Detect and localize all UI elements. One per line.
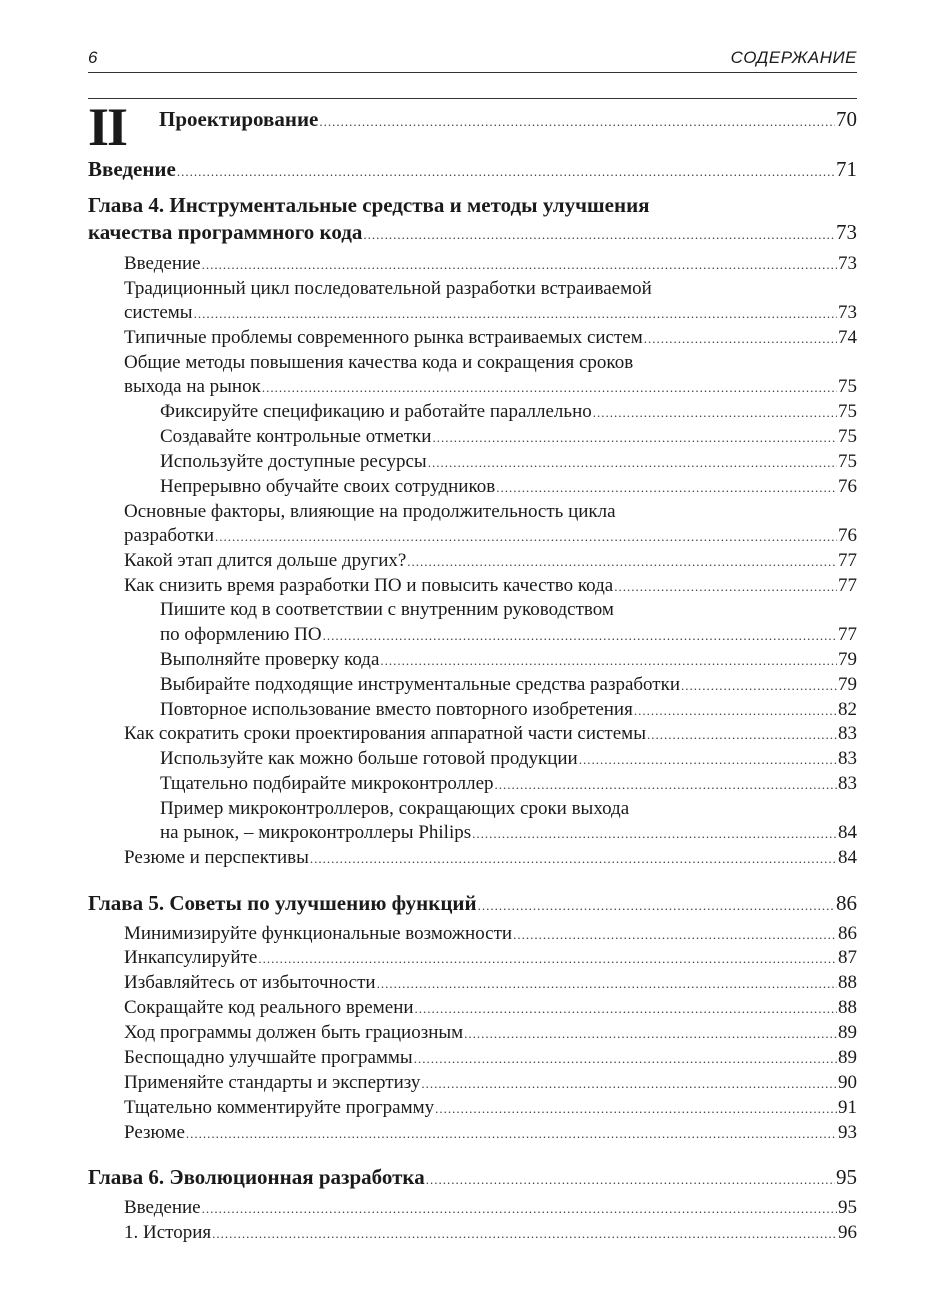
leader-dots — [380, 649, 837, 673]
toc-entry-title: Типичные проблемы современного рынка встраиваемых систем — [124, 327, 643, 348]
toc-entry-title-line1[interactable]: Основные факторы, влияющие на продолжительность цикла — [124, 501, 616, 522]
toc-entry-title-line1[interactable]: Общие методы повышения качества кода и сокращения сроков — [124, 352, 634, 373]
toc-entry-title: на рынок, – микроконтроллеры Philips — [160, 822, 472, 843]
toc-entry-chapter-6[interactable] — [88, 1164, 857, 1193]
toc-entry-title: выхода на рынок — [124, 376, 261, 397]
leader-dots — [194, 302, 837, 326]
toc-entry-title-line1[interactable]: Традиционный цикл последовательной разработки встраиваемой — [124, 278, 652, 299]
toc-entry-page: 73 — [838, 302, 857, 323]
part-rule — [88, 98, 857, 99]
toc-entry-page: 95 — [836, 1165, 857, 1189]
leader-dots — [186, 1122, 837, 1146]
toc-entry[interactable] — [124, 375, 857, 400]
toc-entry[interactable] — [124, 722, 857, 747]
toc-entry-page: 89 — [838, 1022, 857, 1043]
toc-entry-title: системы — [124, 302, 193, 323]
toc-entry-title-line1[interactable]: Глава 4. Инструментальные средства и методы улучшения — [88, 193, 650, 217]
toc-entry-page: 87 — [838, 947, 857, 968]
toc-entry[interactable] — [160, 772, 857, 797]
leader-dots — [495, 773, 837, 797]
toc-entry[interactable] — [160, 400, 857, 425]
toc-entry-page: 82 — [838, 699, 857, 720]
toc-entry[interactable] — [160, 648, 857, 673]
toc-entry-page: 91 — [838, 1097, 857, 1118]
toc-entry[interactable] — [160, 623, 857, 648]
toc-entry-page: 83 — [838, 773, 857, 794]
toc-entry-title-line1[interactable]: Пример микроконтроллеров, сокращающих сроки выхода — [160, 798, 630, 819]
toc-entry-title: Введение — [124, 1197, 201, 1218]
toc-entry-title: Используйте как можно больше готовой продукции — [160, 748, 578, 769]
toc-entry[interactable] — [124, 1021, 857, 1046]
toc-entry-page: 89 — [838, 1047, 857, 1068]
leader-dots — [472, 822, 837, 846]
leader-dots — [579, 748, 837, 772]
toc-entry-page: 73 — [838, 253, 857, 274]
leader-dots — [177, 159, 835, 185]
toc-entry-title: Беспощадно улучшайте программы — [124, 1047, 413, 1068]
leader-dots — [258, 947, 837, 971]
toc-entry-title: Фиксируйте спецификацию и работайте параллельно — [160, 401, 592, 422]
toc-entry-title: разработки — [124, 525, 214, 546]
toc-entry-title: 1. История — [124, 1222, 212, 1243]
leader-dots — [202, 1197, 837, 1221]
toc-entry-title: качества программного кода — [88, 220, 363, 244]
toc-entry-title: Введение — [124, 253, 201, 274]
toc-entry[interactable] — [124, 1096, 857, 1121]
toc-entry-title: Избавляйтесь от избыточности — [124, 972, 376, 993]
leader-dots — [215, 525, 837, 549]
running-header — [88, 48, 857, 70]
leader-dots — [363, 222, 835, 248]
toc-entry-page: 75 — [838, 426, 857, 447]
toc-entry-page: 79 — [838, 674, 857, 695]
toc-entry-title: Как сократить сроки проектирования аппаратной части системы — [124, 723, 646, 744]
leader-dots — [464, 1022, 837, 1046]
toc-entry[interactable] — [124, 301, 857, 326]
toc-entry-page: 86 — [838, 923, 857, 944]
running-title: СОДЕРЖАНИЕ — [730, 48, 857, 67]
toc-entry-title: Проектирование — [159, 107, 319, 131]
leader-dots — [681, 674, 837, 698]
toc-entry-title-line1[interactable]: Пишите код в соответствии с внутренним руководством — [160, 599, 614, 620]
toc-entry-page: 79 — [838, 649, 857, 670]
leader-dots — [319, 109, 835, 135]
toc-entry-page: 86 — [836, 891, 857, 915]
toc-entry-page: 83 — [838, 723, 857, 744]
toc-entry-page: 83 — [838, 748, 857, 769]
toc-entry-page: 75 — [838, 401, 857, 422]
toc-entry-page: 76 — [838, 525, 857, 546]
toc-entry-page: 75 — [838, 376, 857, 397]
toc-entry-page: 84 — [838, 822, 857, 843]
leader-dots — [202, 253, 837, 277]
toc-entry-page: 88 — [838, 997, 857, 1018]
toc-entry[interactable] — [160, 673, 857, 698]
toc-entry-title: Ход программы должен быть грациозным — [124, 1022, 464, 1043]
toc-entry-title: Создавайте контрольные отметки — [160, 426, 432, 447]
leader-dots — [212, 1222, 837, 1246]
toc-entry-title: Введение — [88, 157, 176, 181]
toc-entry[interactable] — [124, 846, 857, 871]
toc-entry-title: Резюме — [124, 1122, 185, 1143]
toc-entry[interactable] — [124, 946, 857, 971]
toc-entry-title: Минимизируйте функциональные возможности — [124, 923, 513, 944]
page-number: 6 — [88, 48, 98, 67]
toc-entry[interactable] — [124, 971, 857, 996]
leader-dots — [428, 451, 837, 475]
header-rule — [88, 72, 857, 73]
toc-entry-title: Применяйте стандарты и экспертизу — [124, 1072, 421, 1093]
leader-dots — [310, 847, 837, 871]
toc-entry-title: Повторное использование вместо повторного изобретения — [160, 699, 633, 720]
toc-entry[interactable] — [124, 1046, 857, 1071]
toc-entry[interactable] — [124, 524, 857, 549]
toc-entry[interactable] — [160, 450, 857, 475]
toc-entry-title: по оформлению ПО — [160, 624, 322, 645]
toc-entry-title: Инкапсулируйте — [124, 947, 258, 968]
toc-entry[interactable] — [160, 747, 857, 772]
toc-entry-title: Глава 5. Советы по улучшению функций — [88, 891, 477, 915]
toc-entry-title: Сокращайте код реального времени — [124, 997, 414, 1018]
part-numeral: II — [88, 97, 127, 157]
toc-entry[interactable] — [124, 1196, 857, 1221]
toc-entry-page: 76 — [838, 476, 857, 497]
toc-entry-page: 77 — [838, 575, 857, 596]
toc-entry-part[interactable] — [159, 106, 857, 135]
toc-entry[interactable] — [124, 996, 857, 1021]
leader-dots — [414, 1047, 837, 1071]
toc-entry-title: Тщательно комментируйте программу — [124, 1097, 435, 1118]
leader-dots — [496, 476, 837, 500]
toc-entry-title: Глава 6. Эволюционная разработка — [88, 1165, 425, 1189]
toc-entry-title: Выбирайте подходящие инструментальные средства разработки — [160, 674, 681, 695]
toc-entry[interactable] — [160, 698, 857, 723]
toc-entry[interactable] — [124, 1221, 857, 1246]
leader-dots — [647, 723, 837, 747]
toc-entry-page: 73 — [836, 220, 857, 244]
toc-entry-page: 74 — [838, 327, 857, 348]
toc-entry-title: Какой этап длится дольше других? — [124, 550, 407, 571]
toc-entry-page: 71 — [836, 157, 857, 181]
toc-entry-chapter-5[interactable] — [88, 890, 857, 919]
toc-entry[interactable] — [124, 1071, 857, 1096]
toc-entry-title: Выполняйте проверку кода — [160, 649, 380, 670]
leader-dots — [478, 893, 835, 919]
toc-entry-title: Как снизить время разработки ПО и повысить качество кода — [124, 575, 614, 596]
leader-dots — [435, 1097, 837, 1121]
leader-dots — [415, 997, 837, 1021]
toc-entry-title: Резюме и перспективы — [124, 847, 309, 868]
toc-entry-chapter-4[interactable] — [88, 219, 857, 248]
leader-dots — [421, 1072, 837, 1096]
toc-entry-page: 84 — [838, 847, 857, 868]
toc-entry[interactable] — [160, 425, 857, 450]
leader-dots — [432, 426, 837, 450]
leader-dots — [593, 401, 837, 425]
toc-entry-page: 96 — [838, 1222, 857, 1243]
leader-dots — [323, 624, 837, 648]
toc-entry-page: 88 — [838, 972, 857, 993]
toc-entry[interactable] — [160, 821, 857, 846]
leader-dots — [407, 550, 837, 574]
leader-dots — [644, 327, 837, 351]
toc-entry[interactable] — [88, 156, 857, 185]
leader-dots — [377, 972, 837, 996]
toc-entry-title: Используйте доступные ресурсы — [160, 451, 427, 472]
toc-entry[interactable] — [124, 549, 857, 574]
toc-entry[interactable] — [124, 1121, 857, 1146]
toc-entry[interactable] — [124, 574, 857, 599]
toc-entry-page: 77 — [838, 550, 857, 571]
toc-entry-page: 95 — [838, 1197, 857, 1218]
toc-entry-page: 70 — [836, 107, 857, 131]
leader-dots — [262, 376, 837, 400]
leader-dots — [513, 923, 837, 947]
leader-dots — [426, 1167, 835, 1193]
toc-entry-page: 75 — [838, 451, 857, 472]
leader-dots — [634, 699, 837, 723]
toc-entry[interactable] — [124, 252, 857, 277]
leader-dots — [614, 575, 837, 599]
toc-entry-page: 77 — [838, 624, 857, 645]
toc-entry-title: Тщательно подбирайте микроконтроллер — [160, 773, 494, 794]
toc-entry-page: 90 — [838, 1072, 857, 1093]
toc-entry[interactable] — [160, 475, 857, 500]
toc-entry-title: Непрерывно обучайте своих сотрудников — [160, 476, 496, 497]
toc-entry[interactable] — [124, 922, 857, 947]
toc-entry-page: 93 — [838, 1122, 857, 1143]
toc-entry[interactable] — [124, 326, 857, 351]
